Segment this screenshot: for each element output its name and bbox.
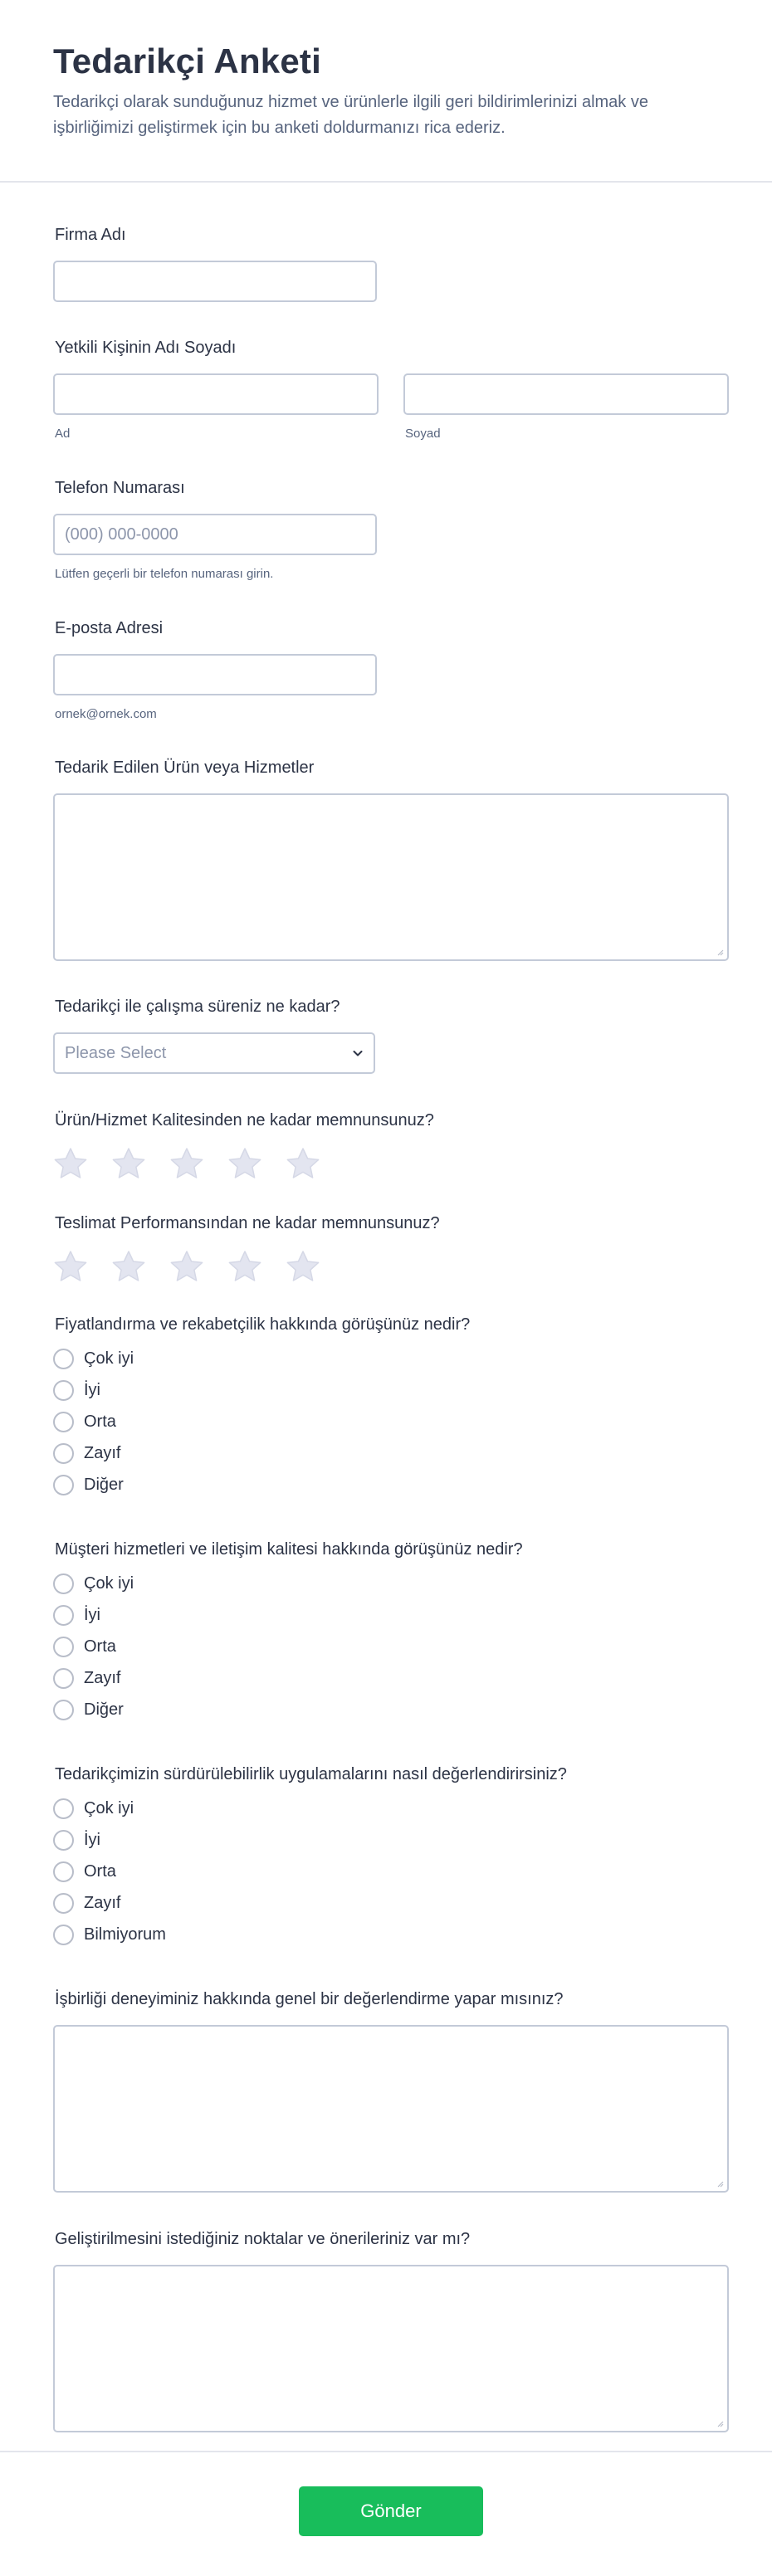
- radio-button[interactable]: [53, 1443, 74, 1464]
- radio-button[interactable]: [53, 1830, 74, 1851]
- radio-button[interactable]: [53, 1412, 74, 1432]
- radio-button[interactable]: [53, 1893, 74, 1914]
- radio-button[interactable]: [53, 1700, 74, 1720]
- sustainability-option[interactable]: [53, 1925, 166, 1945]
- overall-textarea[interactable]: [53, 2025, 729, 2193]
- star-icon[interactable]: [111, 1250, 146, 1283]
- star-icon[interactable]: [169, 1147, 204, 1180]
- sustainability-option[interactable]: [53, 1893, 120, 1914]
- duration-selected-value: Please Select: [65, 1043, 167, 1062]
- company-label: Firma Adı: [55, 226, 126, 244]
- duration-select[interactable]: [53, 1032, 375, 1074]
- star-icon[interactable]: [169, 1250, 204, 1283]
- star-icon[interactable]: [53, 1147, 88, 1180]
- sustainability-option[interactable]: [53, 1861, 116, 1882]
- service-label: Müşteri hizmetleri ve iletişim kalitesi hakkında görüşünüz nedir?: [55, 1540, 523, 1559]
- radio-button[interactable]: [53, 1798, 74, 1819]
- resize-handle-icon[interactable]: [716, 948, 724, 956]
- radio-button[interactable]: [53, 1925, 74, 1945]
- star-icon[interactable]: [286, 1250, 320, 1283]
- contact-label: Yetkili Kişinin Adı Soyadı: [55, 339, 237, 357]
- resize-handle-icon[interactable]: [716, 2419, 724, 2427]
- form-header: [0, 0, 772, 183]
- star-icon[interactable]: [286, 1147, 320, 1180]
- radio-button[interactable]: [53, 1668, 74, 1689]
- first-name-sublabel: Ad: [55, 427, 71, 441]
- pricing-option[interactable]: [53, 1443, 120, 1464]
- radio-label: Çok iyi: [84, 1349, 134, 1368]
- submit-button[interactable]: Gönder: [299, 2486, 483, 2536]
- radio-label: Zayıf: [84, 1444, 121, 1462]
- radio-label: Bilmiyorum: [84, 1925, 166, 1944]
- suggestions-textarea[interactable]: [53, 2265, 729, 2432]
- sustainability-option[interactable]: [53, 1830, 100, 1851]
- radio-button[interactable]: [53, 1380, 74, 1401]
- duration-label: Tedarikçi ile çalışma süreniz ne kadar?: [55, 998, 340, 1016]
- pricing-option[interactable]: [53, 1412, 116, 1432]
- phone-input[interactable]: (000) 000-0000: [53, 514, 377, 555]
- chevron-down-icon: [352, 1047, 364, 1059]
- radio-label: Orta: [84, 1637, 116, 1656]
- star-icon[interactable]: [227, 1250, 262, 1283]
- resize-handle-icon[interactable]: [716, 2179, 724, 2188]
- radio-button[interactable]: [53, 1349, 74, 1369]
- email-sublabel: ornek@ornek.com: [55, 707, 157, 721]
- pricing-option[interactable]: [53, 1380, 100, 1401]
- email-label: E-posta Adresi: [55, 619, 164, 637]
- radio-label: İyi: [84, 1606, 100, 1624]
- last-name-input[interactable]: [403, 373, 729, 415]
- radio-label: Zayıf: [84, 1669, 121, 1687]
- company-input[interactable]: [53, 261, 377, 302]
- phone-sublabel: Lütfen geçerli bir telefon numarası girin.: [55, 567, 274, 581]
- pricing-option[interactable]: [53, 1349, 134, 1369]
- service-option[interactable]: [53, 1700, 124, 1720]
- service-option[interactable]: [53, 1573, 134, 1594]
- radio-button[interactable]: [53, 1861, 74, 1882]
- radio-button[interactable]: [53, 1637, 74, 1657]
- sustainability-label: Tedarikçimizin sürdürülebilirlik uygulamalarını nasıl değerlendirirsiniz?: [55, 1765, 567, 1783]
- pricing-label: Fiyatlandırma ve rekabetçilik hakkında görüşünüz nedir?: [55, 1315, 471, 1334]
- delivery-star-rating: [53, 1250, 320, 1283]
- service-option[interactable]: [53, 1668, 120, 1689]
- radio-label: Orta: [84, 1862, 116, 1881]
- phone-label: Telefon Numarası: [55, 479, 185, 497]
- service-option[interactable]: [53, 1637, 116, 1657]
- radio-button[interactable]: [53, 1573, 74, 1594]
- service-option[interactable]: [53, 1605, 100, 1626]
- radio-label: Orta: [84, 1412, 116, 1431]
- delivery-rating-label: Teslimat Performansından ne kadar memnunsunuz?: [55, 1214, 440, 1232]
- star-icon[interactable]: [227, 1147, 262, 1180]
- form-subtitle: Tedarikçi olarak sunduğunuz hizmet ve ürünlerle ilgili geri bildirimlerinizi almak ve işbirliğimizi geliştirmek için bu anketi doldurmanızı rica ederiz.: [53, 93, 648, 137]
- radio-label: Diğer: [84, 1476, 124, 1494]
- radio-label: Diğer: [84, 1700, 124, 1719]
- last-name-sublabel: Soyad: [405, 427, 441, 441]
- radio-label: Çok iyi: [84, 1799, 134, 1817]
- quality-star-rating: [53, 1147, 320, 1180]
- pricing-option[interactable]: [53, 1475, 124, 1495]
- form-title: Tedarikçi Anketi: [53, 41, 321, 80]
- footer-divider: [0, 2451, 772, 2452]
- suggestions-label: Geliştirilmesini istediğiniz noktalar ve önerileriniz var mı?: [55, 2230, 471, 2248]
- overall-label: İşbirliği deneyiminiz hakkında genel bir değerlendirme yapar mısınız?: [55, 1990, 564, 2008]
- products-label: Tedarik Edilen Ürün veya Hizmetler: [55, 759, 315, 777]
- radio-label: Çok iyi: [84, 1574, 134, 1593]
- star-icon[interactable]: [111, 1147, 146, 1180]
- radio-label: İyi: [84, 1831, 100, 1849]
- first-name-input[interactable]: [53, 373, 379, 415]
- products-textarea[interactable]: [53, 793, 729, 961]
- radio-label: İyi: [84, 1381, 100, 1399]
- star-icon[interactable]: [53, 1250, 88, 1283]
- radio-button[interactable]: [53, 1605, 74, 1626]
- email-input[interactable]: [53, 654, 377, 695]
- radio-label: Zayıf: [84, 1894, 121, 1912]
- sustainability-option[interactable]: [53, 1798, 134, 1819]
- radio-button[interactable]: [53, 1475, 74, 1495]
- quality-rating-label: Ürün/Hizmet Kalitesinden ne kadar memnunsunuz?: [55, 1111, 434, 1129]
